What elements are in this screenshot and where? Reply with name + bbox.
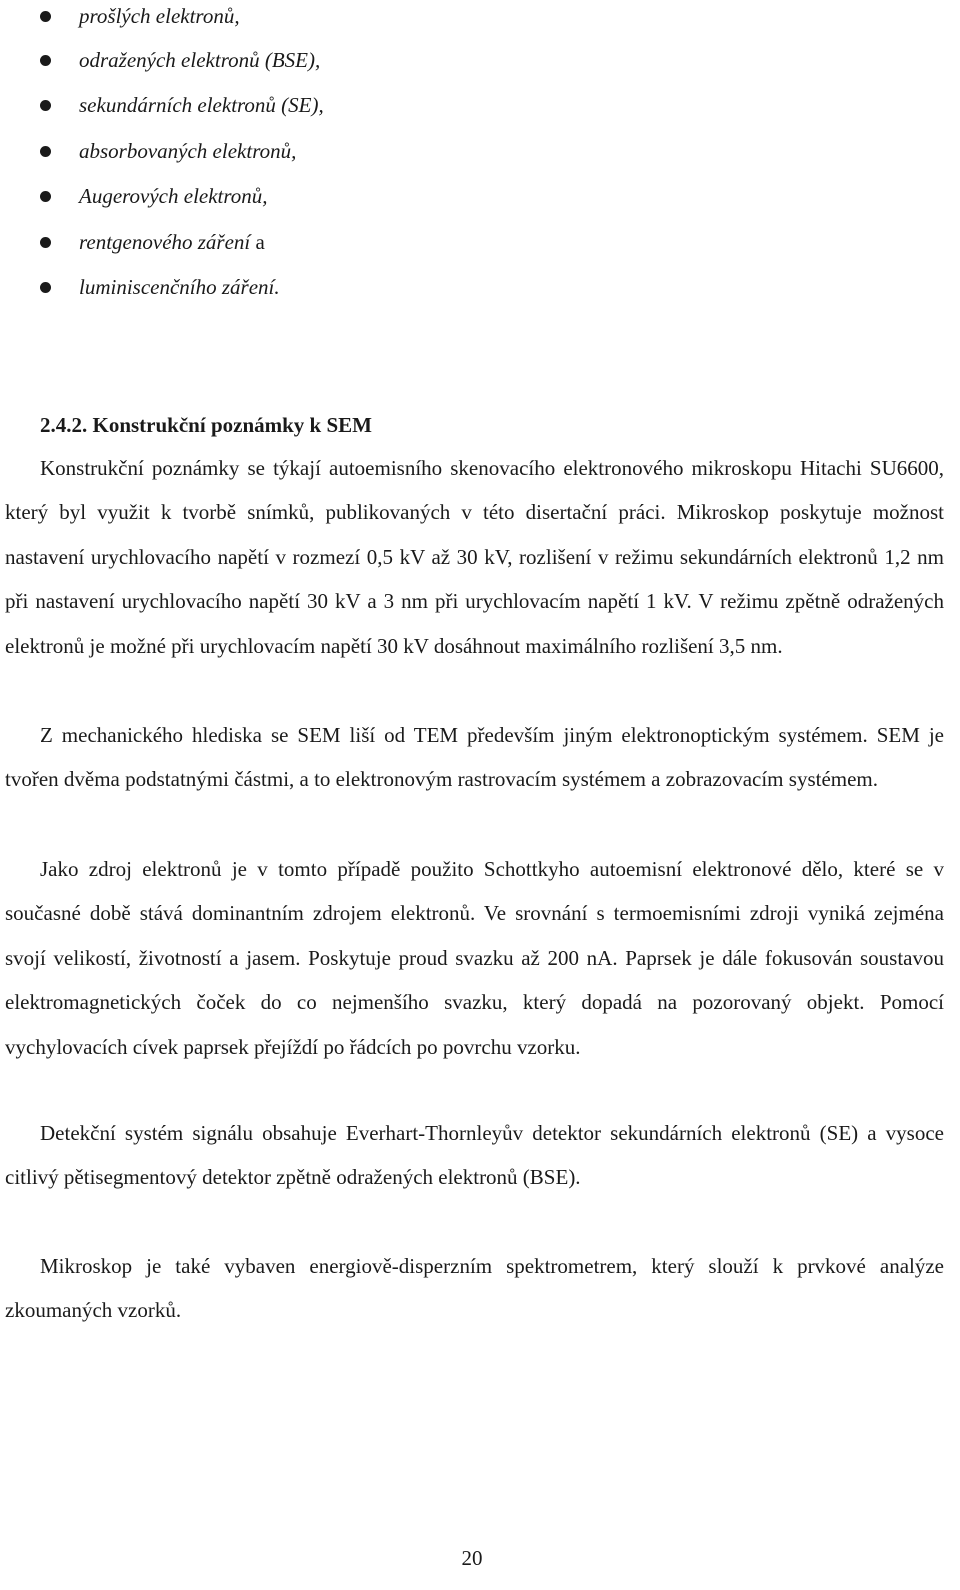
bullet-icon	[40, 237, 51, 248]
section-heading: 2.4.2. Konstrukční poznámky k SEM	[40, 413, 372, 437]
list-item-text: odražených elektronů (BSE),	[79, 48, 321, 72]
paragraph: Konstrukční poznámky se týkají autoemisního skenovacího elektronového mikroskopu Hitachi SU6600, který byl využit k tvorbě snímků, publikovaných v této disertační práci. Mikroskop poskytuje možnost nastavení urychlovacího napětí v rozmezí 0,5 kV až 30 kV, rozlišení v režimu sekundárních elektronů 1,2 nm při nastavení urychlovacího napětí 30 kV a 3 nm při urychlovacím napětí 1 kV. V režimu zpětně odražených elektronů je možné při urychlovacím napětí 30 kV dosáhnout maximálního rozlišení 3,5 nm.	[5, 456, 944, 658]
bullet-icon	[40, 100, 51, 111]
bullet-icon	[40, 55, 51, 66]
list-item-text: Augerových elektronů,	[79, 184, 268, 208]
list-item-text: sekundárních elektronů (SE),	[79, 93, 324, 117]
paragraph: Jako zdroj elektronů je v tomto případě použito Schottkyho autoemisní elektronové dělo, které se v současné době stává dominantním zdrojem elektronů. Ve srovnání s termoemisními zdroji vyniká zejména svojí velikostí, životností a jasem. Poskytuje proud svazku až 200 nA. Paprsek je dále fokusován soustavou elektromagnetických čoček do co nejmenšího svazku, který dopadá na pozorovaný objekt. Pomocí vychylovacích cívek paprsek přejíždí po řádcích po povrchu vzorku.	[5, 857, 944, 1059]
list-item-text: prošlých elektronů,	[79, 4, 240, 28]
list-item-text: rentgenového záření a	[79, 230, 265, 254]
bullet-icon	[40, 11, 51, 22]
bullet-icon	[40, 146, 51, 157]
list-item-text: luminiscenčního záření.	[79, 275, 280, 299]
bullet-icon	[40, 191, 51, 202]
paragraph: Detekční systém signálu obsahuje Everhart-Thornleyův detektor sekundárních elektronů (SE) a vysoce citlivý pětisegmentový detektor zpětně odražených elektronů (BSE).	[5, 1121, 944, 1190]
paragraph: Z mechanického hlediska se SEM liší od TEM především jiným elektronoptickým systémem. SEM je tvořen dvěma podstatnými částmi, a to elektronovým rastrovacím systémem a zobrazovacím systémem.	[5, 723, 944, 792]
page-number: 20	[461, 1546, 483, 1570]
paragraph: Mikroskop je také vybaven energiově-disperzním spektrometrem, který slouží k prvkové analýze zkoumaných vzorků.	[5, 1254, 944, 1323]
list-item-text: absorbovaných elektronů,	[79, 139, 297, 163]
bullet-icon	[40, 282, 51, 293]
